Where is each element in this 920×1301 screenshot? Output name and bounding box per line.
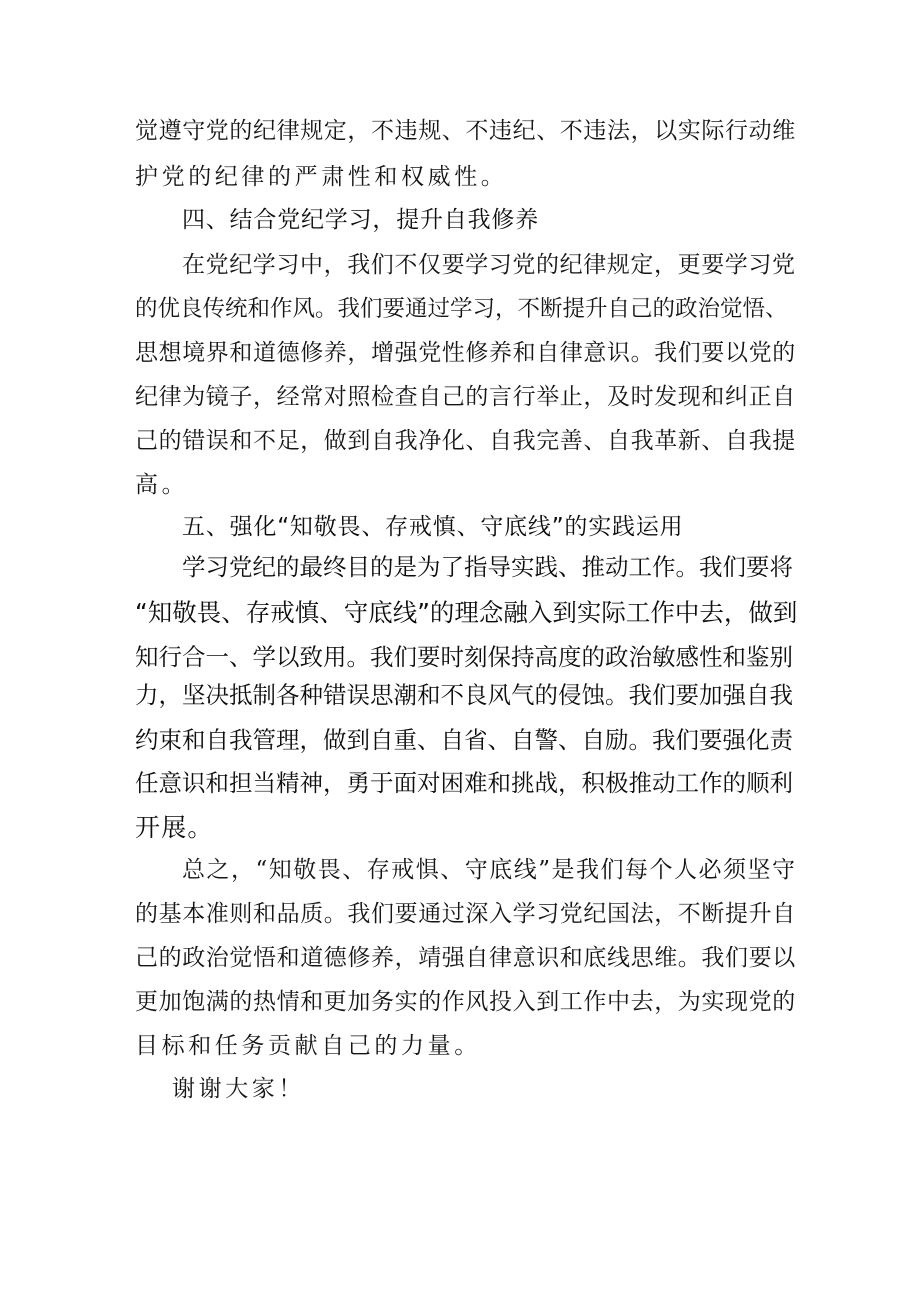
paragraph-line: 学习党纪的最终目的是为了指导实践、推动工作。我们要将 xyxy=(182,553,793,581)
paragraph-line: 更加饱满的热情和更加务实的作风投入到工作中去，为实现党的 xyxy=(135,989,796,1015)
paragraph-line: 在党纪学习中，我们不仅要学习党的纪律规定，更要学习党 xyxy=(182,252,796,278)
closing-remark: 谢谢大家！ xyxy=(172,1076,305,1102)
paragraph-line: 任意识和担当精神，勇于面对困难和挑战，积极推动工作的顺利 xyxy=(135,769,793,797)
paragraph-line: 高。 xyxy=(135,472,189,498)
paragraph-line: 总之，“知敬畏、存戒惧、守底线”是我们每个人必须坚守 xyxy=(182,857,797,883)
paragraph-line: 知行合一、学以致用。我们要时刻保持高度的政治敏感性和鉴别 xyxy=(135,643,793,671)
section-heading-5: 五、强化“知敬畏、存戒慎、守底线”的实践运用 xyxy=(182,514,684,540)
paragraph-line: 的优良传统和作风。我们要通过学习，不断提升自己的政治觉悟、 xyxy=(135,296,788,322)
paragraph-line: 己的错误和不足，做到自我净化、自我完善、自我革新、自我提 xyxy=(135,428,796,454)
paragraph-line: 己的政治觉悟和道德修养，靖强自律意识和底线思维。我们要以 xyxy=(135,945,796,971)
paragraph-line: 护党的纪律的严肃性和权威性。 xyxy=(135,164,508,190)
paragraph-line: 开展。 xyxy=(135,813,214,842)
paragraph-line: 目标和任务贡献自己的力量。 xyxy=(135,1033,481,1059)
section-heading-4: 四、结合党纪学习，提升自我修养 xyxy=(182,207,539,233)
paragraph-line: 力，坚决抵制各种错误思潮和不良风气的侵蚀。我们要加强自我 xyxy=(135,681,793,709)
paragraph-line: 思想境界和道德修养，增强党性修养和自律意识。我们要以党的 xyxy=(135,340,796,366)
paragraph-line: 纪律为镜子，经常对照检查自己的言行举止，及时发现和纠正自 xyxy=(135,384,796,410)
paragraph-line: “知敬畏、存戒慎、守底线”的理念融入到实际工作中去，做到 xyxy=(135,598,798,627)
paragraph-line: 约束和自我管理，做到自重、自省、自警、自励。我们要强化责 xyxy=(135,726,793,754)
paragraph-line: 觉遵守党的纪律规定，不违规、不违纪、不违法，以实际行动维 xyxy=(135,118,796,144)
paragraph-line: 的基本准则和品质。我们要通过深入学习党纪国法，不断提升自 xyxy=(135,901,796,927)
